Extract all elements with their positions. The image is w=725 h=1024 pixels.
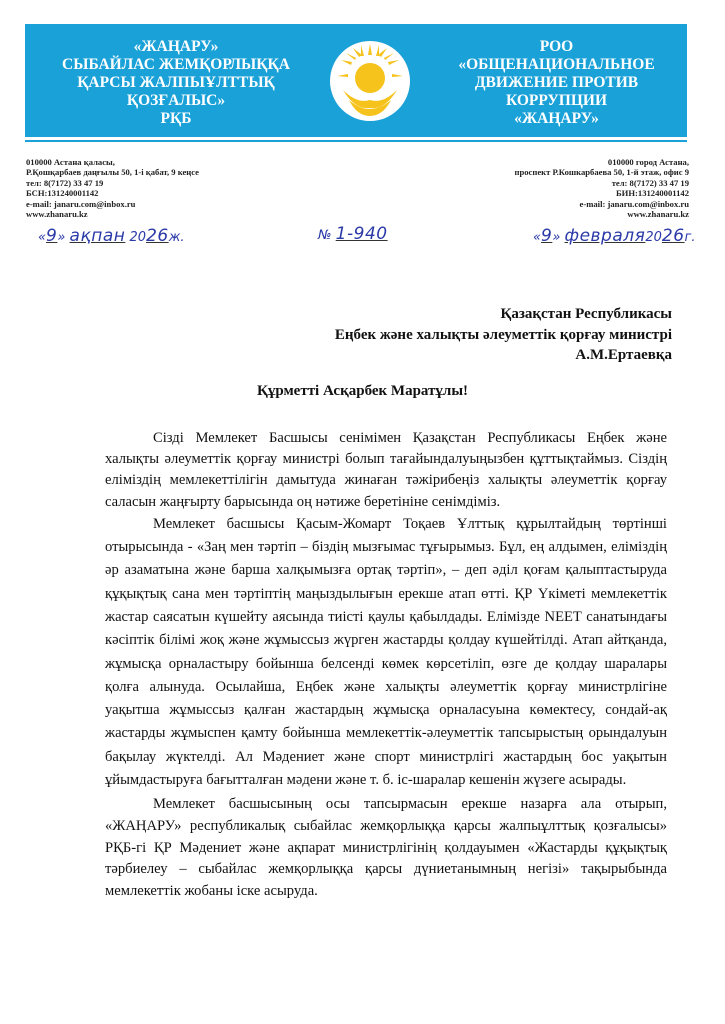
body-paragraph: Сізді Мемлекет Басшысы сенімімен Қазақстан Республикасы Еңбек және халықты әлеуметтік қорғау министрі болып тағайындалуыңызбен құттықтаймыз. Сіздің еліміздің мемлекеттілігін дамытуда жинаған тәжірибеңіз халықты әлеуметтік қорғау саласын жаңғырту барысында оң нәтиже беретініне сенімдіміз. [105,430,667,510]
date-suffix: ж. [168,230,185,245]
contact-line: БИН:131240001142 [615,188,689,199]
addressee-line: Қазақстан Республикасы [500,306,672,322]
date-suffix: г. [684,230,696,245]
number-value: 1-940 [335,224,388,244]
date-year: 26 [146,226,169,246]
date-year: 26 [661,226,685,246]
contact-line: БСН:131240001142 [26,188,99,199]
contacts-russian [515,157,689,219]
salutation: Құрметті Асқарбек Маратұлы! [256,383,469,399]
contacts-kazakh [26,157,199,219]
org-name-line: РҚБ [160,110,192,127]
org-name-line: «ЖАҢАРУ» [133,38,219,55]
date-quote-close: » [57,230,66,245]
contact-line: 010000 Астана қаласы, [26,157,115,167]
contact-line: www.zhanaru.kz [26,209,88,220]
date-month: февраля [564,226,646,246]
registration-number [318,224,388,244]
body-paragraph: Мемлекет басшысы Қасым-Жомарт Тоқаев Ұлттық құрылтайдың төртінші отырысында - «Заң мен тәртіп – біздің мызғымас тұғырымыз. Бұл, ең алдымен, еліміздің әр азаматына және барша халқымызға ортақ тәртіп», – деп әділ қоғам қалыптастыруда құқықтық сана мен тәртіптің маңыздылығын ерекше атап өтті. ҚР Үкіметі мемлекеттік жастар саясатын күшейту аясында тиісті қаулы қабылдады. Елімізде NEET санатындағы кәсіптік білімі жоқ және жұмыссыз жүрген жастарды қолдау күшейтілді. Атап айтқанда, жұмысқа орналастыру бойынша белсенді көмек көрсетіліп, өзге де қолдау шаралары қолға алынуда. Осылайша, Еңбек және халықты әлеуметтік қорғау министрлігіне уақытша жұмыссыз қалған жастардың жұмысқа орналасуына көмектесу, сондай-ақ жастарды жұмыспен қамту бойынша мемлекеттік-әлеуметтік тапсырыстың орындалуын бақылау жүктелді. Ал Мәдениет және спорт министрлігі жастардың бос уақытын ұйымдастыруға бағытталған мәдени және т. б. іс-шаралар кешенін жүзеге асырады. [105,515,667,789]
contact-line: e-mail: janaru.com@inbox.ru [26,198,136,209]
body-paragraph: Мемлекет басшысының осы тапсырмасын ерекше назарға ала отырып, «ЖАҢАРУ» республикалық сыбайлас жемқорлыққа қарсы жалпыұлттық қозғалысы» РҚБ-гі ҚР Мәдениет және ақпарат министрлігінің қолдауымен «Жастарды құқықтық тәрбиелеу – сыбайлас жемқорлыққа қарсы дүниетанымның негізі» тақырыбында мемлекеттік жобаны іске асыруда. [105,796,667,899]
addressee-block [335,304,672,366]
letterhead-banner [25,24,687,137]
sun-eagle-emblem-icon [327,38,413,124]
date-quote-close: » [552,230,561,245]
number-prefix: № [318,228,332,243]
contact-line: e-mail: janaru.com@inbox.ru [579,198,689,209]
contact-line: www.zhanaru.kz [627,209,689,220]
date-day: 9 [541,226,553,246]
date-year-prefix: 20 [645,230,662,245]
org-name-russian [434,38,679,128]
contact-line: Р.Қошқарбаев даңғылы 50, 1-і қабат, 9 кеңсе [26,167,199,178]
contact-line: тел: 8(7172) 33 47 19 [26,177,104,188]
org-name-kazakh [31,38,321,128]
header-divider [25,140,687,142]
letter-body [105,428,667,902]
date-year-prefix: 20 [129,230,147,245]
date-quote-open: « [533,230,542,245]
org-name-line: ҚАРСЫ ЖАЛПЫҰЛТТЫҚ [77,74,275,91]
date-quote-open: « [38,230,47,245]
org-name-line: СЫБАЙЛАС ЖЕМҚОРЛЫҚҚА [62,56,290,73]
org-name-line: ДВИЖЕНИЕ ПРОТИВ [474,74,639,91]
addressee-line: А.М.Ертаевқа [575,347,672,363]
contact-line: тел: 8(7172) 33 47 19 [611,177,689,188]
date-month: ақпан [69,226,126,246]
registration-date-kazakh [38,226,185,246]
org-name-line: КОРРУПЦИИ [505,92,608,109]
registration-date-russian [533,226,696,246]
contact-line: 010000 город Астана, [607,157,689,167]
org-name-line: «ОБЩЕНАЦИОНАЛЬНОЕ [458,56,655,73]
addressee-line: Еңбек және халықты әлеуметтік қорғау министрі [334,326,672,343]
org-name-line: ҚОЗҒАЛЫС» [126,92,226,109]
contact-line: проспект Р.Кошкарбаева 50, 1-й этаж, офис 9 [514,167,689,178]
org-name-line: РОО [539,38,574,55]
date-day: 9 [46,226,58,246]
org-name-line: «ЖАҢАРУ» [514,110,599,127]
